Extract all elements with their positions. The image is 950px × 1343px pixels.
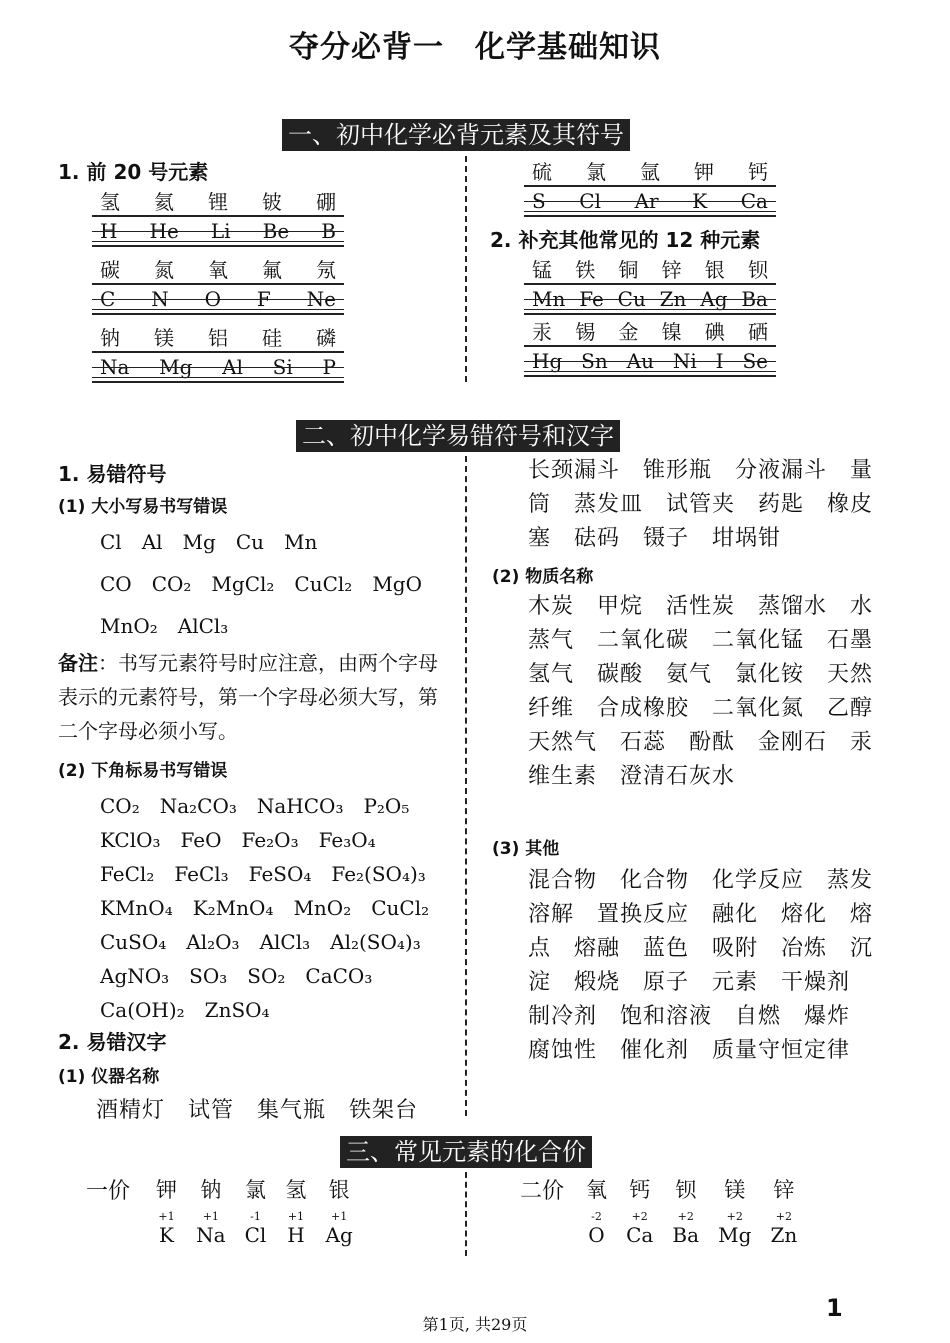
- note-paragraph: [58, 646, 450, 748]
- section-band-errors: 二、初中化学易错符号和汉字: [296, 420, 620, 452]
- heading-extra-12: 2. 补充其他常见的 12 种元素: [490, 228, 761, 252]
- element-names-row: 氢 氦 锂 铍 硼: [100, 190, 336, 214]
- element-table-2: [92, 254, 344, 315]
- section-band-elements: 一、初中化学必背元素及其符号: [282, 119, 630, 151]
- valence-item: 钾 +1 K: [156, 1178, 177, 1247]
- valence-item: 钡 +2 Ba: [672, 1178, 700, 1247]
- valence-label-one: 一价: [86, 1179, 131, 1204]
- element-symbols-row: Mn Fe Cu Zn Ag Ba: [524, 283, 776, 315]
- element-table-1: [92, 186, 344, 247]
- element-symbols-row: Na Mg Al Si P: [92, 351, 344, 383]
- formula-row: CO₂ Na₂CO₃ NaHCO₃ P₂O₅: [100, 794, 410, 818]
- page-title: 夺分必背一 化学基础知识: [289, 30, 661, 65]
- valence-item: 钙 +2 Ca: [626, 1178, 654, 1247]
- element-table-6: [524, 316, 776, 377]
- element-table-4: [524, 156, 776, 217]
- valence-item: 氯 -1 Cl: [244, 1178, 267, 1247]
- valence-item: 镁 +2 Mg: [718, 1178, 752, 1247]
- valence-item: 钠 +1 Na: [196, 1178, 226, 1247]
- section-band-valence: 三、常见元素的化合价: [340, 1136, 592, 1168]
- heading-error-chars: 2. 易错汉字: [58, 1030, 167, 1054]
- element-names-row: 碳 氮 氧 氟 氖: [100, 258, 336, 282]
- symbol-row: MnO₂ AlCl₃: [100, 614, 229, 638]
- element-names-row: 硫 氯 氩 钾 钙: [532, 160, 768, 184]
- subheading-instruments: (1) 仪器名称: [58, 1067, 160, 1087]
- valence-group-two: [586, 1174, 811, 1247]
- subheading-substances: (2) 物质名称: [492, 567, 594, 587]
- formula-row: AgNO₃ SO₃ SO₂ CaCO₃: [100, 964, 373, 988]
- note-label: 备注: [58, 651, 98, 675]
- element-table-5: [524, 254, 776, 315]
- word-list: 酒精灯 试管 集气瓶 铁架台: [96, 1098, 419, 1123]
- column-divider: [465, 456, 467, 1116]
- formula-row: KMnO₄ K₂MnO₄ MnO₂ CuCl₂: [100, 896, 430, 920]
- valence-item: 银 +1 Ag: [325, 1178, 353, 1247]
- element-symbols-row: H He Li Be B: [92, 215, 344, 247]
- symbol-row: Cl Al Mg Cu Mn: [100, 530, 318, 554]
- element-symbols-row: S Cl Ar K Ca: [524, 185, 776, 217]
- element-names-row: 汞 锡 金 镍 碘 硒: [532, 320, 768, 344]
- word-list: 木炭 甲烷 活性炭 蒸馏水 水蒸气 二氧化碳 二氧化锰 石墨 氢气 碳酸 氨气 氯化铵 天然纤维 合成橡胶 二氧化氮 乙醇 天然气 石蕊 酚酞 金刚石 汞 维生素 澄清石灰水: [528, 594, 897, 789]
- valence-item: 氢 +1 H: [285, 1178, 307, 1247]
- valence-item: 氧 -2 O: [586, 1178, 607, 1247]
- formula-row: Ca(OH)₂ ZnSO₄: [100, 998, 270, 1022]
- element-symbols-row: Hg Sn Au Ni I Se: [524, 345, 776, 377]
- valence-label-two: 二价: [520, 1179, 565, 1204]
- note-text: ：书写元素符号时应注意，由两个字母表示的元素符号，第一个字母必须大写，第二个字母必须小写。: [58, 651, 438, 743]
- heading-first-20: 1. 前 20 号元素: [58, 160, 209, 184]
- page-number: 1: [826, 1294, 843, 1322]
- heading-error-symbols: 1. 易错符号: [58, 462, 167, 486]
- element-symbols-row: C N O F Ne: [92, 283, 344, 315]
- valence-group-one: [156, 1174, 367, 1247]
- formula-row: FeCl₂ FeCl₃ FeSO₄ Fe₂(SO₄)₃: [100, 862, 426, 886]
- element-names-row: 锰 铁 铜 锌 银 钡: [532, 258, 768, 282]
- symbol-row: CO CO₂ MgCl₂ CuCl₂ MgO: [100, 572, 422, 596]
- subheading-subscript: (2) 下角标易书写错误: [58, 761, 228, 781]
- formula-row: CuSO₄ Al₂O₃ AlCl₃ Al₂(SO₄)₃: [100, 930, 421, 954]
- column-divider: [465, 1172, 467, 1256]
- word-list: 长颈漏斗 锥形瓶 分液漏斗 量筒 蒸发皿 试管夹 药匙 橡皮塞 砝码 镊子 坩埚钳: [528, 458, 874, 551]
- subheading-case: (1) 大小写易书写错误: [58, 497, 228, 517]
- word-list: 混合物 化合物 化学反应 蒸发 溶解 置换反应 融化 熔化 熔点 熔融 蓝色 吸附 冶炼 沉淀 煅烧 原子 元素 干燥剂 制冷剂 饱和溶液 自燃 爆炸 腐蚀性 催化剂 质量守恒定律: [528, 868, 897, 1063]
- column-divider: [465, 156, 467, 382]
- element-table-3: [92, 322, 344, 383]
- formula-row: KClO₃ FeO Fe₂O₃ Fe₃O₄: [100, 828, 376, 852]
- page-footer: 第1页, 共29页: [422, 1315, 528, 1334]
- valence-item: 锌 +2 Zn: [770, 1178, 798, 1247]
- element-names-row: 钠 镁 铝 硅 磷: [100, 326, 336, 350]
- subheading-other: (3) 其他: [492, 839, 560, 859]
